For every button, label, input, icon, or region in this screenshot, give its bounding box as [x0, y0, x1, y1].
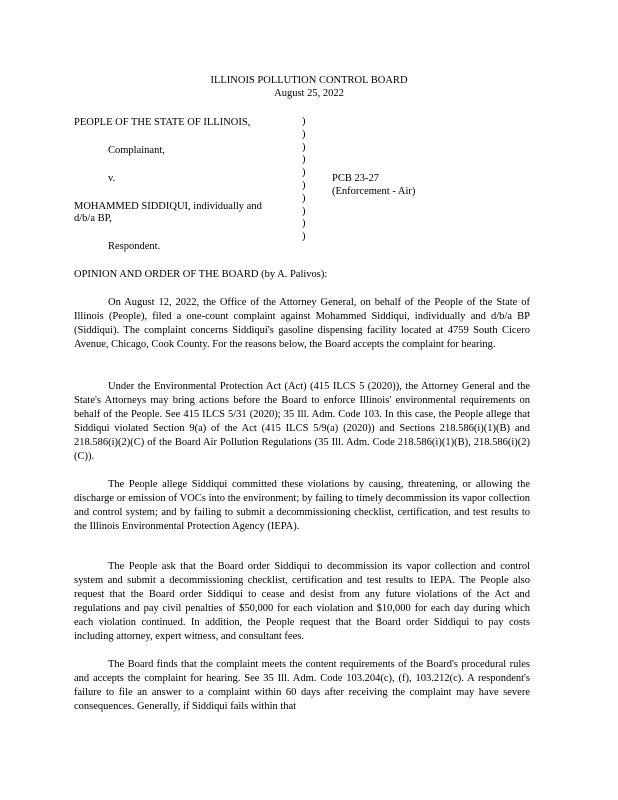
caption-defendant-line2: d/b/a BP, [74, 213, 112, 224]
caption-paren: ) [302, 179, 306, 191]
caption-paren: ) [302, 128, 306, 140]
case-type: (Enforcement - Air) [332, 186, 416, 197]
caption-paren: ) [302, 116, 306, 127]
caption-paren: ) [302, 218, 306, 230]
caption-versus: v. [108, 173, 116, 184]
board-title: ILLINOIS POLLUTION CONTROL BOARD [210, 75, 408, 86]
case-number: PCB 23-27 [332, 173, 379, 184]
caption-paren: ) [302, 205, 306, 217]
caption-defendant-line1: MOHAMMED SIDDIQUI, individually and [74, 201, 262, 212]
paragraph-5: The Board finds that the complaint meets the content requirements of the Board's procedural rules and accepts the complaint for hearing. See 35 Ill. Adm. Code 103.204(c), (f), 103.212(c). A respondent's failure to file an answer to a complaint within 60 days after receiving the complaint may have severe consequences. Generally, if Siddiqui fails within that [74, 659, 530, 712]
paragraph-2: Under the Environmental Protection Act (Act) (415 ILCS 5 (2020)), the Attorney General and the State's Attorneys may bring actions before the Board to enforce Illinois' environmental requirements on behalf of the People. See 415 ILCS 5/31 (2020); 35 Ill. Adm. Code 103. In this case, the People allege that Siddiqui violated Section 9(a) of the Act (415 ILCS 5/9(a) (2020)) and Sections 218.586(i)(1)(B) and 218.586(i)(2)(C) of the Board Air Pollution Regulations (35 Ill. Adm. Code 218.586(i)(1)(B), 218.586(i)(2)(C)). [74, 381, 530, 462]
caption-paren: ) [302, 154, 306, 166]
caption-plaintiff: PEOPLE OF THE STATE OF ILLINOIS, [74, 117, 251, 128]
paragraph-4: The People ask that the Board order Siddiqui to decommission its vapor collection and control system and submit a decommissioning checklist, certification and test results to IEPA. The People also request that the Board order Siddiqui to cease and desist from any future violations of the Act and regulations and pay civil penalties of $50,000 for each violation and $10,000 for each day during which each violation continued. In addition, the People request that the Board order Siddiqui to pay costs including attorney, expert witness, and consultant fees. [74, 561, 530, 642]
document-date: August 25, 2022 [274, 88, 344, 99]
paragraph-3: The People allege Siddiqui committed these violations by causing, threatening, or allowing the discharge or emission of VOCs into the environment; by failing to timely decommission its vapor collection and control system; and by failing to submit a decommissioning checklist, certification, and test results to the Illinois Environmental Protection Agency (IEPA). [74, 479, 530, 532]
opinion-heading: OPINION AND ORDER OF THE BOARD (by A. Palivos): [74, 269, 328, 280]
caption-paren: ) [302, 141, 306, 153]
paragraph-1: On August 12, 2022, the Office of the Attorney General, on behalf of the People of the State of Illinois (People), filed a one-count complaint against Mohammed Siddiqui, individually and d/b/a BP (Siddiqui). The complaint concerns Siddiqui's gasoline dispensing facility located at 4759 South Cicero Avenue, Chicago, Cook County. For the reasons below, the Board accepts the complaint for hearing. [74, 297, 530, 350]
caption-defendant-role: Respondent. [108, 241, 161, 252]
caption-plaintiff-role: Complainant, [108, 145, 165, 156]
caption-paren: ) [302, 167, 306, 179]
caption-paren-column [302, 116, 306, 244]
caption-paren: ) [302, 192, 306, 204]
caption-paren: ) [302, 231, 306, 243]
